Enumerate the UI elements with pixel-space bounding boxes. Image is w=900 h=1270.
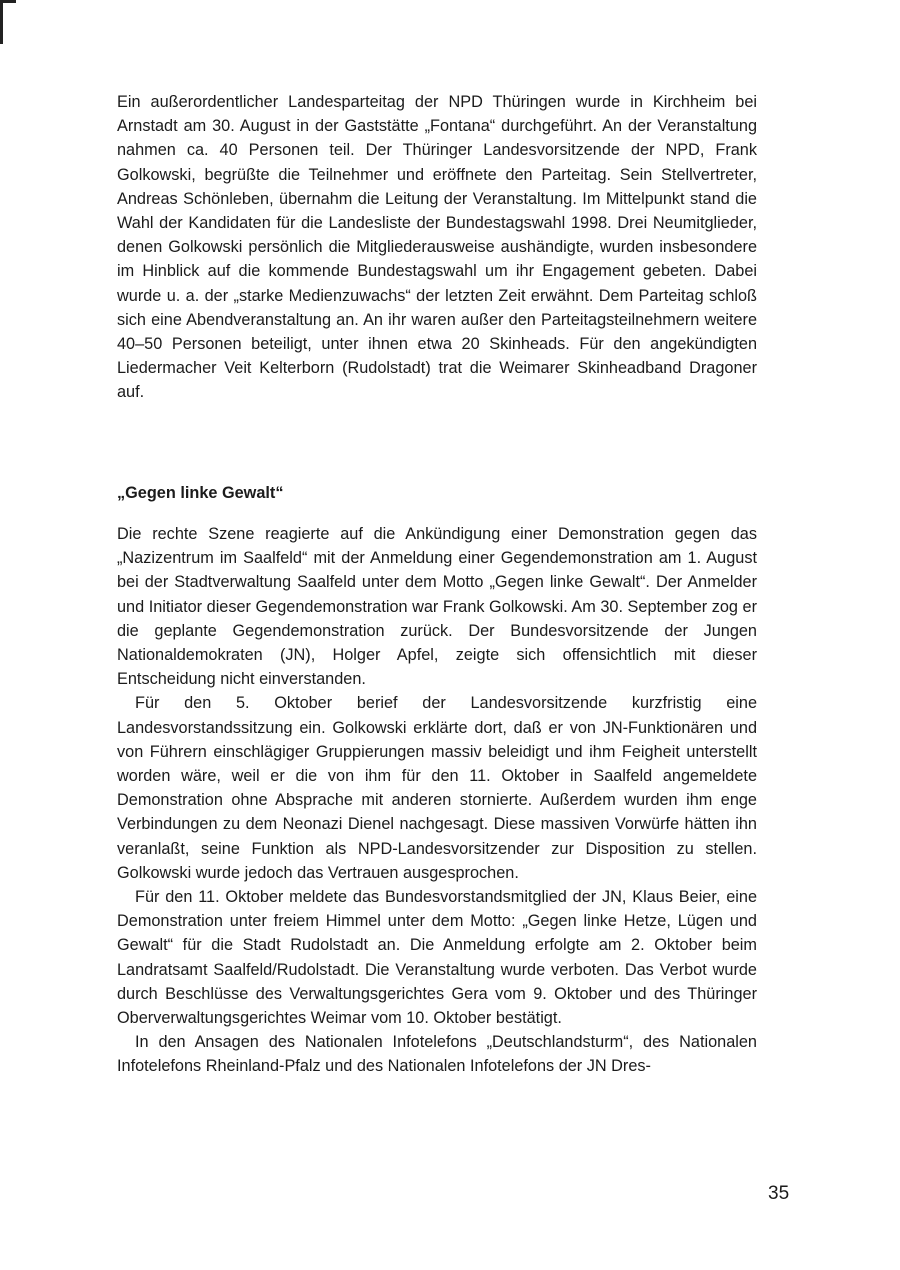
section-body [117, 522, 757, 1079]
paragraph: In den Ansagen des Nationalen Infotelefons „Deutschlandsturm“, des Nationalen Infotelefons Rheinland-Pfalz und des Nationalen Infotelefons der JN Dres- [117, 1033, 757, 1076]
opening-paragraph-block [117, 90, 757, 405]
crop-mark-vertical [0, 0, 3, 44]
paragraph: Für den 11. Oktober meldete das Bundesvorstandsmitglied der JN, Klaus Beier, eine Demonstration unter freiem Himmel unter dem Motto: „Gegen linke Hetze, Lügen und Gewalt“ für die Stadt Rudolstadt an. Die Anmeldung erfolgte am 2. Oktober beim Landratsamt Saalfeld/Rudolstadt. Die Veranstaltung wurde verboten. Das Verbot wurde durch Beschlüsse des Verwaltungsgerichtes Gera vom 9. Oktober und des Thüringer Oberverwaltungsgerichtes Weimar vom 10. Oktober bestätigt. [117, 888, 757, 1028]
crop-mark [0, 0, 16, 44]
paragraph: Ein außerordentlicher Landesparteitag der NPD Thüringen wurde in Kirchheim bei Arnstadt am 30. August in der Gaststätte „Fontana“ durchgeführt. An der Veranstaltung nahmen ca. 40 Personen teil. Der Thüringer Landesvorsitzende der NPD, Frank Golkowski, begrüßte die Teilnehmer und eröffnete den Parteitag. Sein Stellvertreter, Andreas Schönleben, übernahm die Leitung der Veranstaltung. Im Mittelpunkt stand die Wahl der Kandidaten für die Landesliste der Bundestagswahl 1998. Drei Neumitglieder, denen Golkowski persönlich die Mitgliederausweise aushändigte, wurden insbesondere im Hinblick auf die kommende Bundestagswahl um ihr Engagement gebeten. Dabei wurde u. a. der „starke Medienzuwachs“ der letzten Zeit erwähnt. Dem Parteitag schloß sich eine Abendveranstaltung an. An ihr waren außer den Parteitagsteilnehmern weitere 40–50 Personen beteiligt, unter ihnen etwa 20 Skinheads. Für den angekündigten Liedermacher Veit Kelterborn (Rudolstadt) trat die Weimarer Skinheadband Dragoner auf. [117, 93, 757, 402]
paragraph: Für den 5. Oktober berief der Landesvorsitzende kurzfristig eine Landesvorstandssitzung ein. Golkowski erklärte dort, daß er von JN-Funktionären und von Führern einschlägiger Gruppierungen massiv beleidigt und ihm Feigheit unterstellt worden wäre, weil er die von ihm für den 11. Oktober in Saalfeld angemeldete Demonstration ohne Absprache mit anderen stornierte. Außerdem wurden ihm enge Verbindungen zu dem Neonazi Dienel nachgesagt. Diese massiven Vorwürfe hätten ihn veranlaßt, seine Funktion als NPD-Landesvorsitzender zur Disposition zu stellen. Golkowski wurde jedoch das Vertrauen ausgesprochen. [117, 694, 757, 882]
section-heading: „Gegen linke Gewalt“ [117, 484, 284, 502]
page-number: 35 [768, 1183, 790, 1204]
paragraph: Die rechte Szene reagierte auf die Ankündigung einer Demonstration gegen das „Nazizentrum im Saalfeld“ mit der Anmeldung einer Gegendemonstration am 1. August bei der Stadtverwaltung Saalfeld unter dem Motto „Gegen linke Gewalt“. Der Anmelder und Initiator dieser Gegendemonstration war Frank Golkowski. Am 30. September zog er die geplante Gegendemonstration zurück. Der Bundesvorsitzende der Jungen Nationaldemokraten (JN), Holger Apfel, zeigte sich offensichtlich mit dieser Entscheidung nicht einverstanden. [117, 525, 757, 689]
